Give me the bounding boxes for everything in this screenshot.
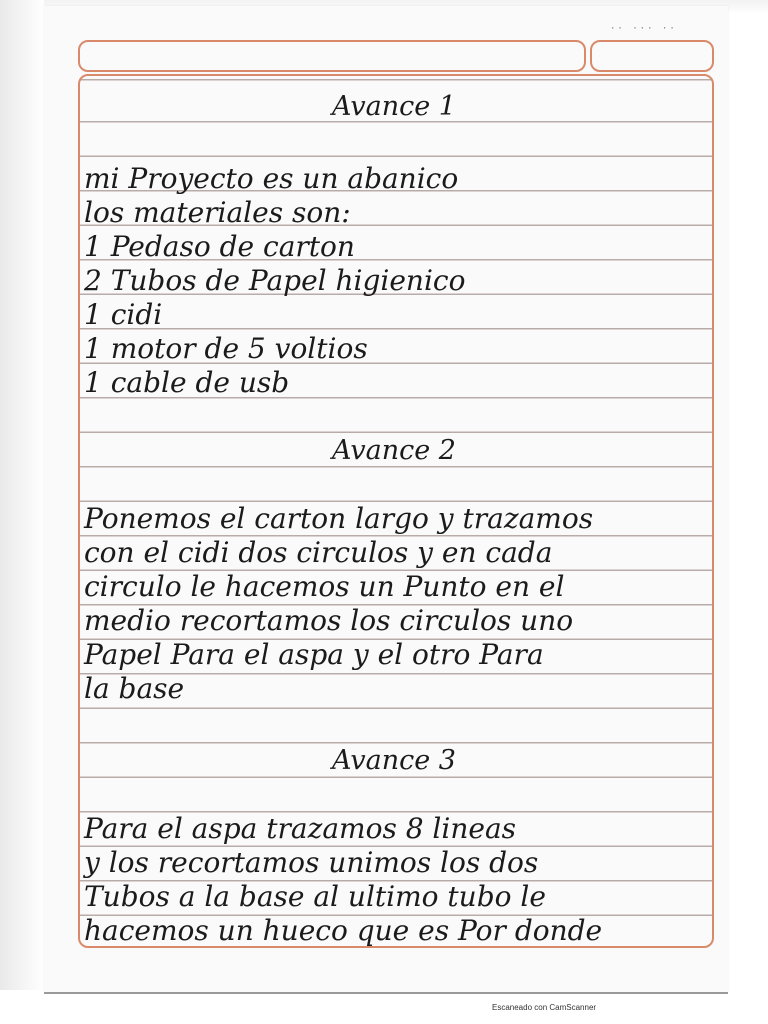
section-1-line-4: 2 Tubos de Papel higienico — [84, 264, 466, 297]
section-1-line-3: 1 Pedaso de carton — [84, 230, 355, 263]
scan-edge-left — [0, 0, 44, 990]
section-3-title: Avance 3 — [331, 745, 456, 776]
date-marks: ·· ··· ·· — [610, 24, 677, 34]
lined-page — [78, 74, 714, 948]
sheet-bottom-edge — [44, 992, 728, 994]
section-2-title: Avance 2 — [331, 435, 456, 466]
section-1-line-2: los materiales son: — [84, 196, 351, 229]
section-1-line-1: mi Proyecto es un abanico — [84, 162, 459, 195]
section-2-line-1: Ponemos el carton largo y trazamos — [84, 502, 594, 535]
section-2-line-3: circulo le hacemos un Punto en el — [84, 570, 565, 603]
header-date-box — [590, 40, 714, 72]
section-3-line-4: hacemos un hueco que es Por donde — [84, 914, 603, 947]
section-1-line-5: 1 cidi — [84, 298, 163, 331]
section-2-line-4: medio recortamos los circulos uno — [84, 604, 574, 637]
scanner-watermark: Escaneado con CamScanner — [492, 1003, 597, 1012]
section-2-line-6: la base — [84, 672, 185, 705]
section-3-line-2: y los recortamos unimos los dos — [84, 846, 539, 879]
section-3-line-1: Para el aspa trazamos 8 lineas — [84, 812, 517, 845]
header-title-box — [78, 40, 586, 72]
section-1-line-7: 1 cable de usb — [84, 366, 290, 399]
section-3-line-3: Tubos a la base al ultimo tubo le — [84, 880, 546, 913]
section-2-line-5: Papel Para el aspa y el otro Para — [84, 638, 544, 671]
section-1-title: Avance 1 — [331, 91, 456, 122]
section-1-line-6: 1 motor de 5 voltios — [84, 332, 368, 365]
section-2-line-2: con el cidi dos circulos y en cada — [84, 536, 553, 569]
